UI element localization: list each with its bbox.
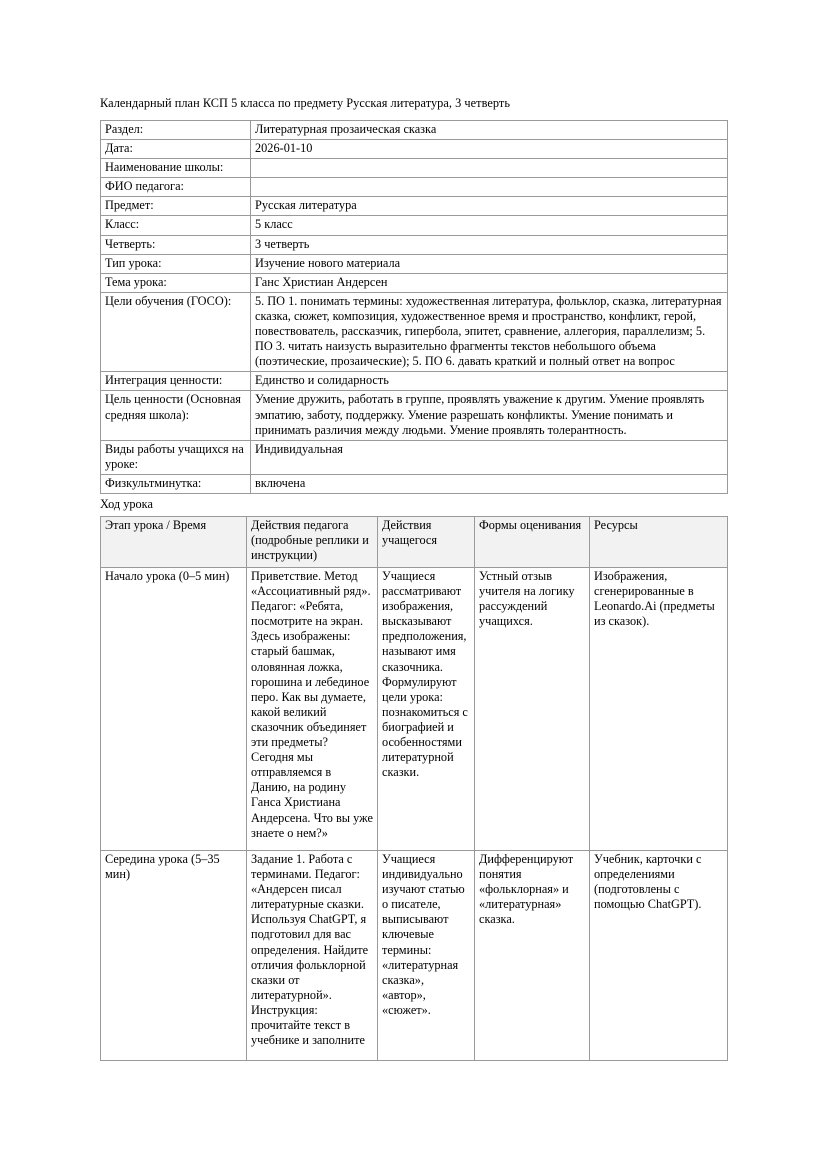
info-row-value — [251, 159, 728, 178]
info-row-value: 2026-01-10 — [251, 140, 728, 159]
flow-assessment-cell: Дифференцируют понятия «фольклорная» и «литературная» сказка. — [475, 851, 590, 1061]
flow-resources-cell: Изображения, сгенерированные в Leonardo.Ai (предметы из сказок). — [590, 568, 728, 851]
table-row — [101, 474, 728, 493]
info-row-value: Единство и солидарность — [251, 372, 728, 391]
flow-student-cell: Учащиеся индивидуально изучают статью о писателе, выписывают ключевые термины: «литературная сказка», «автор», «сюжет». — [378, 851, 475, 1061]
table-row — [101, 121, 728, 140]
info-row-label: ФИО педагога: — [101, 178, 251, 197]
table-row — [101, 292, 728, 371]
info-row-label: Физкультминутка: — [101, 474, 251, 493]
flow-student-cell: Учащиеся рассматривают изображения, высказывают предположения, называют имя сказочника. Формулируют цели урока: познакомиться с биографией и особенностями литературной сказки. — [378, 568, 475, 851]
table-row — [101, 372, 728, 391]
lesson-flow-body — [101, 568, 728, 1061]
info-row-label: Цели обучения (ГОСО): — [101, 292, 251, 371]
table-row — [101, 159, 728, 178]
lesson-flow-table — [100, 516, 728, 1061]
table-row — [101, 568, 728, 851]
info-row-label: Наименование школы: — [101, 159, 251, 178]
info-row-label: Цель ценности (Основная средняя школа): — [101, 391, 251, 440]
lesson-info-table — [100, 120, 728, 494]
column-header: Этап урока / Время — [101, 517, 247, 568]
info-row-label: Интеграция ценности: — [101, 372, 251, 391]
flow-assessment-cell: Устный отзыв учителя на логику рассуждений учащихся. — [475, 568, 590, 851]
column-header: Формы оценивания — [475, 517, 590, 568]
info-row-value — [251, 178, 728, 197]
info-row-value: Умение дружить, работать в группе, проявлять уважение к другим. Умение проявлять эмпатию, заботу, поддержку. Умение разрешать конфликты. Умение понимать и принимать различия между людьми. Умение проявлять толерантность. — [251, 391, 728, 440]
flow-stage-cell: Начало урока (0–5 мин) — [101, 568, 247, 851]
table-header-row — [101, 517, 728, 568]
info-row-value: Литературная прозаическая сказка — [251, 121, 728, 140]
info-row-value: 3 четверть — [251, 235, 728, 254]
table-row — [101, 197, 728, 216]
column-header: Ресурсы — [590, 517, 728, 568]
table-row — [101, 216, 728, 235]
lesson-flow-heading: Ход урока — [100, 496, 153, 511]
lesson-flow-clip — [100, 516, 729, 1066]
info-row-value: Русская литература — [251, 197, 728, 216]
info-row-value: 5 класс — [251, 216, 728, 235]
info-row-label: Тип урока: — [101, 254, 251, 273]
info-row-label: Виды работы учащихся на уроке: — [101, 440, 251, 474]
table-row — [101, 440, 728, 474]
table-row — [101, 273, 728, 292]
flow-teacher-cell: Задание 1. Работа с терминами. Педагог: «Андерсен писал литературные сказки. Используя ChatGPT, я подготовил для вас определения. Найдите отличия фольклорной сказки от литературной». Инструкция: прочитайте текст в учебнике и заполните — [247, 851, 378, 1061]
table-row — [101, 235, 728, 254]
info-row-label: Класс: — [101, 216, 251, 235]
table-row — [101, 178, 728, 197]
info-row-value: 5. ПО 1. понимать термины: художественная литература, фольклор, сказка, литературная сказка, сюжет, композиция, художественное время и пространство, конфликт, герой, повествователь, рассказчик, гипербола, эпитет, сравнение, аллегория, параллелизм; 5. ПО 3. читать наизусть выразительно фрагменты текстов небольшого объема (поэтические, прозаические); 5. ПО 6. давать краткий и полный ответ на вопрос — [251, 292, 728, 371]
info-row-label: Тема урока: — [101, 273, 251, 292]
flow-resources-cell: Учебник, карточки с определениями (подготовлены с помощью ChatGPT). — [590, 851, 728, 1061]
table-row — [101, 851, 728, 1061]
table-row — [101, 254, 728, 273]
info-row-label: Раздел: — [101, 121, 251, 140]
lesson-flow-head — [101, 517, 728, 568]
column-header: Действия учащегося — [378, 517, 475, 568]
info-row-value: Индивидуальная — [251, 440, 728, 474]
table-row — [101, 391, 728, 440]
info-row-value: Изучение нового материала — [251, 254, 728, 273]
lesson-info-body — [101, 121, 728, 494]
table-row — [101, 140, 728, 159]
flow-stage-cell: Середина урока (5–35 мин) — [101, 851, 247, 1061]
column-header: Действия педагога (подробные реплики и инструкции) — [247, 517, 378, 568]
info-row-label: Предмет: — [101, 197, 251, 216]
info-row-value: включена — [251, 474, 728, 493]
flow-teacher-cell: Приветствие. Метод «Ассоциативный ряд». Педагог: «Ребята, посмотрите на экран. Здесь изображены: старый башмак, оловянная ложка, горошина и лебединое перо. Как вы думаете, какой великий сказочник объединяет эти предметы? Сегодня мы отправляемся в Данию, на родину Ганса Христиана Андерсена. Что вы уже знаете о нем?» — [247, 568, 378, 851]
info-row-label: Дата: — [101, 140, 251, 159]
info-row-label: Четверть: — [101, 235, 251, 254]
info-row-value: Ганс Христиан Андерсен — [251, 273, 728, 292]
page-title: Календарный план КСП 5 класса по предмету Русская литература, 3 четверть — [100, 96, 511, 110]
